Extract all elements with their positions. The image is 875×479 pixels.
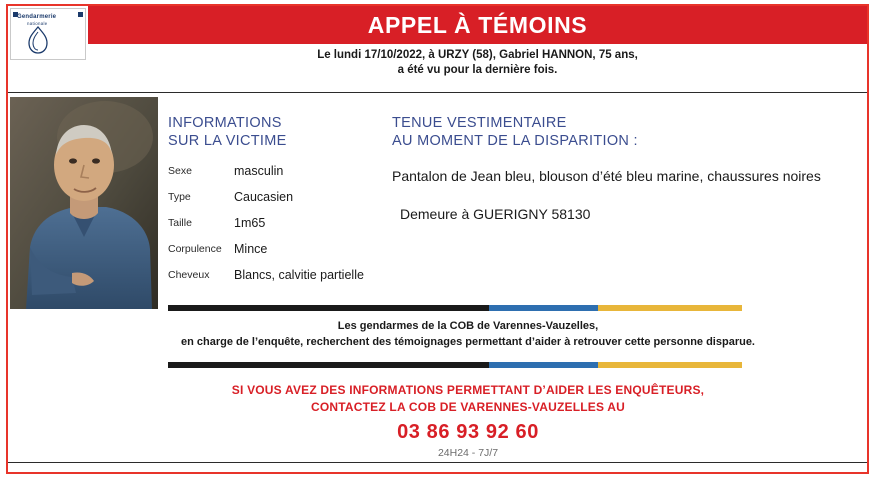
- victim-info-column: [168, 114, 378, 294]
- attribute-label: Corpulence: [168, 243, 222, 255]
- attribute-value: 1m65: [234, 216, 266, 230]
- clothing-description: Pantalon de Jean bleu, blouson d’été bleu marine, chaussures noires: [392, 168, 821, 184]
- flame-icon: [25, 26, 51, 54]
- subtitle-line-1: Le lundi 17/10/2022, à URZY (58), Gabriel HANNON, 75 ans,: [317, 49, 638, 61]
- table-row: [168, 268, 364, 294]
- availability-hours: 24H24 - 7J/7: [437, 447, 499, 459]
- subtitle-line-2: a été vu pour la dernière fois.: [397, 64, 558, 76]
- investigation-line-2: en charge de l’enquête, recherchent des témoignages permettant d’aider à retrouver cette personne disparue.: [180, 336, 755, 348]
- attribute-label: Type: [168, 191, 191, 203]
- attribute-value: Caucasien: [234, 190, 294, 204]
- investigation-text: [88, 318, 848, 350]
- attribute-label: Sexe: [168, 165, 192, 177]
- clothing-heading-line-2: AU MOMENT DE LA DISPARITION :: [392, 133, 638, 149]
- logo-subtitle: nationale: [27, 21, 48, 26]
- divider-top: [8, 92, 867, 93]
- table-row: [168, 164, 364, 190]
- bar-segment-yellow: [598, 362, 742, 368]
- contact-phone-number[interactable]: 03 86 93 92 60: [397, 421, 539, 443]
- clothing-heading-line-1: TENUE VESTIMENTAIRE: [392, 115, 567, 131]
- victim-attributes-table: [168, 164, 364, 294]
- bar-segment-black: [168, 362, 489, 368]
- info-heading-line-2: SUR LA VICTIME: [168, 133, 287, 149]
- bar-segment-yellow: [598, 305, 742, 311]
- residence-text: Demeure à GUERIGNY 58130: [400, 206, 591, 222]
- attribute-label: Taille: [168, 217, 192, 229]
- attribute-value: Mince: [234, 242, 268, 256]
- victim-photo: [10, 97, 158, 309]
- bar-segment-blue: [489, 305, 598, 311]
- logo-name: Gendarmerie: [17, 14, 57, 20]
- investigation-line-1: Les gendarmes de la COB de Varennes-Vauzelles,: [337, 320, 599, 332]
- attribute-label: Cheveux: [168, 269, 210, 281]
- table-row: [168, 190, 364, 216]
- bar-segment-black: [168, 305, 489, 311]
- tricolor-bar-bottom: [168, 362, 742, 368]
- attribute-value: Blancs, calvitie partielle: [234, 268, 364, 282]
- gendarmerie-logo: [10, 8, 86, 60]
- subtitle: [88, 48, 867, 78]
- info-heading: [168, 114, 378, 150]
- divider-bottom: [8, 462, 867, 463]
- attribute-value: masculin: [234, 164, 284, 178]
- tricolor-bar-top: [168, 305, 742, 311]
- table-row: [168, 242, 364, 268]
- clothing-heading: [392, 114, 854, 150]
- logo-right-mark: [78, 12, 83, 17]
- header-band: [88, 6, 867, 44]
- info-heading-line-1: INFORMATIONS: [168, 115, 282, 131]
- bar-segment-blue: [489, 362, 598, 368]
- call-to-action: [88, 382, 848, 459]
- cta-line-1: SI VOUS AVEZ DES INFORMATIONS PERMETTANT D’AIDER LES ENQUÊTEURS,: [231, 383, 705, 397]
- table-row: [168, 216, 364, 242]
- page-title: APPEL À TÉMOINS: [367, 11, 588, 38]
- cta-line-2: CONTACTEZ LA COB DE VARENNES-VAUZELLES AU: [311, 400, 625, 414]
- clothing-column: [392, 114, 854, 222]
